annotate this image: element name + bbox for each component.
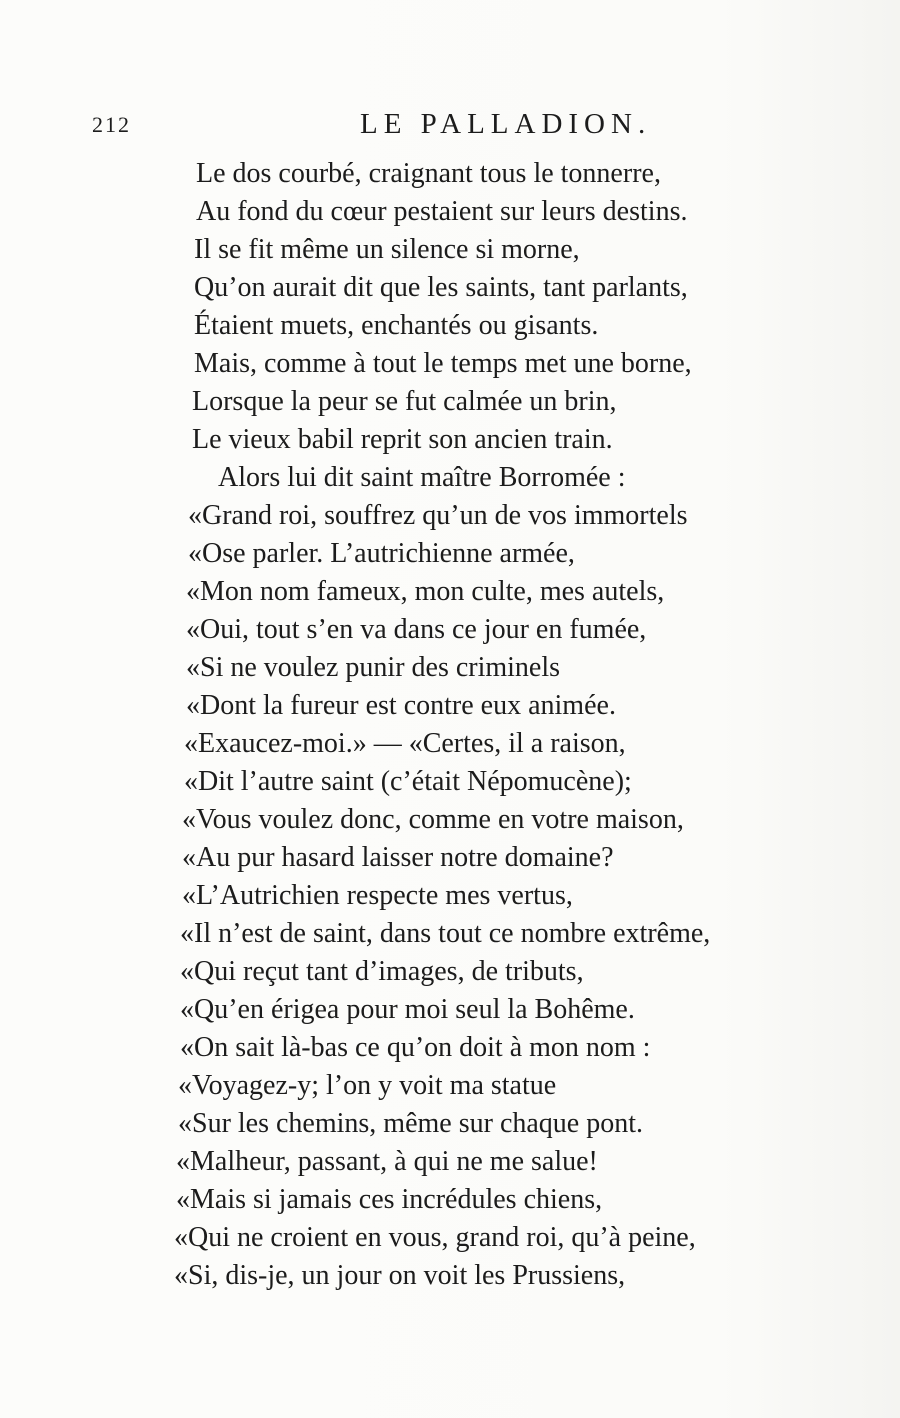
verse-line: Qu’on aurait dit que les saints, tant parlants, xyxy=(194,272,688,303)
verse-line: Alors lui dit saint maître Borromée : xyxy=(218,462,626,493)
verse-line: «Qui reçut tant d’images, de tributs, xyxy=(180,956,584,987)
verse-line: «On sait là-bas ce qu’on doit à mon nom : xyxy=(180,1032,651,1063)
verse-line: «Si ne voulez punir des criminels xyxy=(186,652,561,683)
page-number: 212 xyxy=(92,112,131,137)
verse-line: Mais, comme à tout le temps met une borne, xyxy=(194,348,692,379)
verse-line: «Mais si jamais ces incrédules chiens, xyxy=(176,1184,603,1215)
verse-line: «Qu’en érigea pour moi seul la Bohême. xyxy=(180,994,635,1025)
verse-line: Étaient muets, enchantés ou gisants. xyxy=(194,310,599,341)
verse-line: «Sur les chemins, même sur chaque pont. xyxy=(178,1108,644,1139)
verse-line: «Si, dis-je, un jour on voit les Prussiens, xyxy=(174,1260,626,1291)
verse-line: «Ose parler. L’autrichienne armée, xyxy=(188,538,575,569)
verse-line: «Mon nom fameux, mon culte, mes autels, xyxy=(186,576,665,607)
verse-line: Lorsque la peur se fut calmée un brin, xyxy=(192,386,617,417)
verse-line: «Qui ne croient en vous, grand roi, qu’à peine, xyxy=(174,1222,696,1253)
running-title: LE PALLADION. xyxy=(360,108,652,140)
verse-line: «Exaucez-moi.» — «Certes, il a raison, xyxy=(184,728,626,759)
verse-line: «Malheur, passant, à qui ne me salue! xyxy=(176,1146,598,1177)
verse-line: Le dos courbé, craignant tous le tonnerre, xyxy=(196,158,661,189)
verse-line: «Au pur hasard laisser notre domaine? xyxy=(182,842,614,873)
verse-line: Au fond du cœur pestaient sur leurs destins. xyxy=(196,196,688,227)
verse-line: «Voyagez-y; l’on y voit ma statue xyxy=(178,1070,557,1101)
verse-line: «Il n’est de saint, dans tout ce nombre extrême, xyxy=(180,918,711,949)
verse-line: Le vieux babil reprit son ancien train. xyxy=(192,424,613,455)
verse-line: «Dit l’autre saint (c’était Népomucène); xyxy=(184,766,632,797)
verse-line: «Oui, tout s’en va dans ce jour en fumée, xyxy=(186,614,647,645)
verse-line: «Grand roi, souffrez qu’un de vos immortels xyxy=(188,500,688,531)
verse-line: «Vous voulez donc, comme en votre maison, xyxy=(182,804,684,835)
verse-line: «Dont la fureur est contre eux animée. xyxy=(186,690,616,721)
verse-line: «L’Autrichien respecte mes vertus, xyxy=(182,880,573,911)
verse-line: Il se fit même un silence si morne, xyxy=(194,234,580,265)
